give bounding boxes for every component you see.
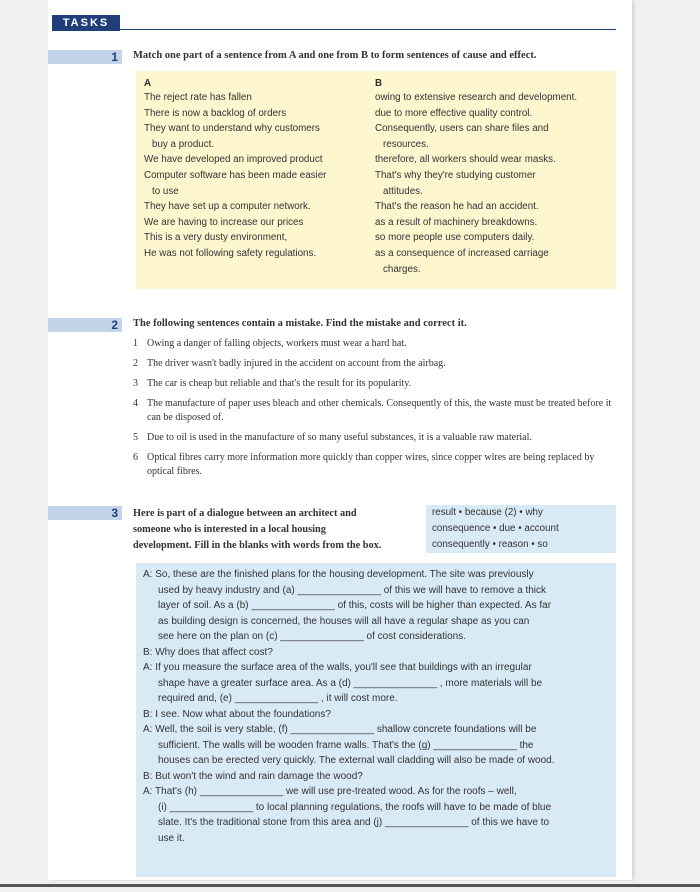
- task-2-number: 2: [48, 318, 122, 332]
- column-b-line: Consequently, users can share files and: [375, 123, 549, 135]
- task-3-number: 3: [48, 506, 122, 520]
- list-item: [133, 431, 618, 445]
- item-text: The driver wasn't badly injured in the accident on account from the airbag.: [147, 358, 446, 369]
- task-1-instruction: Match one part of a sentence from A and one from B to form sentences of cause and effect.: [133, 50, 537, 61]
- task-2-instruction: The following sentences contain a mistake. Find the mistake and correct it.: [133, 318, 467, 329]
- item-number: 5: [133, 432, 138, 443]
- dialogue-line: B: But won't the wind and rain damage the wood?: [143, 770, 363, 782]
- task-1-match-box: [136, 71, 616, 289]
- column-a-line: They have set up a computer network.: [144, 201, 311, 213]
- word-box-row: consequence • due • account: [432, 523, 559, 534]
- column-a-line: to use: [152, 185, 179, 197]
- list-item: [133, 357, 618, 371]
- item-text: Due to oil is used in the manufacture of so many useful substances, it is a valuable raw material.: [147, 432, 532, 443]
- word-box-row: consequently • reason • so: [432, 539, 548, 550]
- column-a-line: Computer software has been made easier: [144, 169, 327, 181]
- dialogue-line: A: That's (h) _______________ we will use pre-treated wood. As for the roofs – well,: [143, 786, 517, 797]
- column-a-heading: A: [144, 78, 152, 89]
- item-text: Owing a danger of falling objects, workers must wear a hard hat.: [147, 338, 407, 349]
- column-a-line: We have developed an improved product: [144, 154, 323, 166]
- dialogue-line: A: If you measure the surface area of the walls, you'll see that buildings with an irregular: [143, 662, 532, 673]
- page-bottom-border: [0, 884, 700, 887]
- dialogue-line: A: Well, the soil is very stable, (f) _______________ shallow concrete foundations will be: [143, 724, 537, 735]
- column-a-line: This is a very dusty environment,: [144, 232, 288, 244]
- dialogue-line: slate. It's the traditional stone from this area and (j) _______________ of this we have to: [158, 817, 550, 828]
- dialogue-line: see here on the plan on (c) _______________ of cost considerations.: [158, 631, 466, 642]
- column-a-line: buy a product.: [152, 138, 215, 150]
- instruction-line: someone who is interested in a local housing: [133, 524, 326, 535]
- dialogue-line: B: Why does that affect cost?: [143, 646, 273, 658]
- column-b-line: owing to extensive research and development.: [375, 92, 578, 103]
- column-b: [375, 77, 615, 277]
- dialogue-line: houses can be erected very quickly. The external wall cladding will also be made of wood.: [158, 755, 555, 766]
- column-b-line: resources.: [383, 138, 429, 150]
- column-a-line: He was not following safety regulations.: [144, 247, 317, 259]
- dialogue-text: [143, 567, 613, 846]
- list-item: [133, 337, 618, 351]
- instruction-line: development. Fill in the blanks with words from the box.: [133, 540, 382, 551]
- word-box-row: result • because (2) • why: [432, 507, 543, 518]
- column-a-line: The reject rate has fallen: [144, 92, 252, 103]
- dialogue-line: shape have a greater surface area. As a (d) _______________ , more materials will be: [158, 677, 543, 689]
- dialogue-line: use it.: [158, 832, 185, 844]
- column-b-line: so more people use computers daily.: [375, 232, 535, 244]
- column-a: [144, 77, 374, 262]
- instruction-line: Here is part of a dialogue between an architect and: [133, 508, 357, 519]
- dialogue-line: (i) _______________ to local planning regulations, the roofs will have to be made of blue: [158, 801, 552, 813]
- task-3-instruction: [133, 506, 418, 554]
- column-b-line: That's the reason he had an accident.: [375, 201, 539, 213]
- tasks-header-rule: [120, 29, 616, 30]
- list-item: [133, 451, 618, 479]
- item-number: 6: [133, 452, 138, 463]
- column-b-heading: B: [375, 78, 383, 89]
- column-b-line: as a consequence of increased carriage: [375, 247, 549, 259]
- dialogue-line: A: So, these are the finished plans for the housing development. The site was previously: [143, 569, 534, 580]
- item-text: The manufacture of paper uses bleach and other chemicals. Consequently of this, the waste must be treated before it can be disposed of.: [147, 398, 612, 423]
- item-number: 2: [133, 358, 138, 369]
- task-2-sentence-list: [133, 337, 618, 485]
- item-number: 4: [133, 398, 138, 409]
- list-item: [133, 397, 618, 425]
- item-text: Optical fibres carry more information more quickly than copper wires, since copper wires are being replaced by optical fibres.: [147, 452, 595, 477]
- dialogue-line: B: I see. Now what about the foundations?: [143, 708, 331, 720]
- column-b-line: due to more effective quality control.: [375, 107, 533, 119]
- task-1-number: 1: [48, 50, 122, 64]
- item-number: 3: [133, 378, 138, 389]
- column-b-line: as a result of machinery breakdowns.: [375, 216, 538, 228]
- item-number: 1: [133, 338, 138, 349]
- column-a-line: There is now a backlog of orders: [144, 107, 287, 119]
- column-a-line: They want to understand why customers: [144, 123, 320, 135]
- list-item: [133, 377, 618, 391]
- textbook-page: [48, 0, 632, 880]
- column-b-line: charges.: [383, 263, 421, 275]
- column-b-line: therefore, all workers should wear masks.: [375, 154, 556, 166]
- dialogue-line: required and, (e) _______________ , it will cost more.: [158, 693, 398, 704]
- dialogue-line: as building design is concerned, the houses will all have a regular shape as you can: [158, 615, 530, 627]
- dialogue-line: used by heavy industry and (a) _______________ of this we will have to remove a thick: [158, 584, 547, 596]
- dialogue-line: layer of soil. As a (b) _______________ of this, costs will be higher than expected. As far: [158, 600, 552, 611]
- dialogue-line: sufficient. The walls will be wooden frame walls. That's the (g) _______________ the: [158, 739, 534, 751]
- column-a-line: We are having to increase our prices: [144, 216, 304, 228]
- dialogue-box: [136, 563, 616, 877]
- word-box: [426, 505, 616, 553]
- column-b-line: That's why they're studying customer: [375, 169, 536, 181]
- item-text: The car is cheap but reliable and that's the result for its popularity.: [147, 378, 412, 389]
- tasks-badge: TASKS: [52, 15, 120, 31]
- column-b-line: attitudes.: [383, 185, 423, 197]
